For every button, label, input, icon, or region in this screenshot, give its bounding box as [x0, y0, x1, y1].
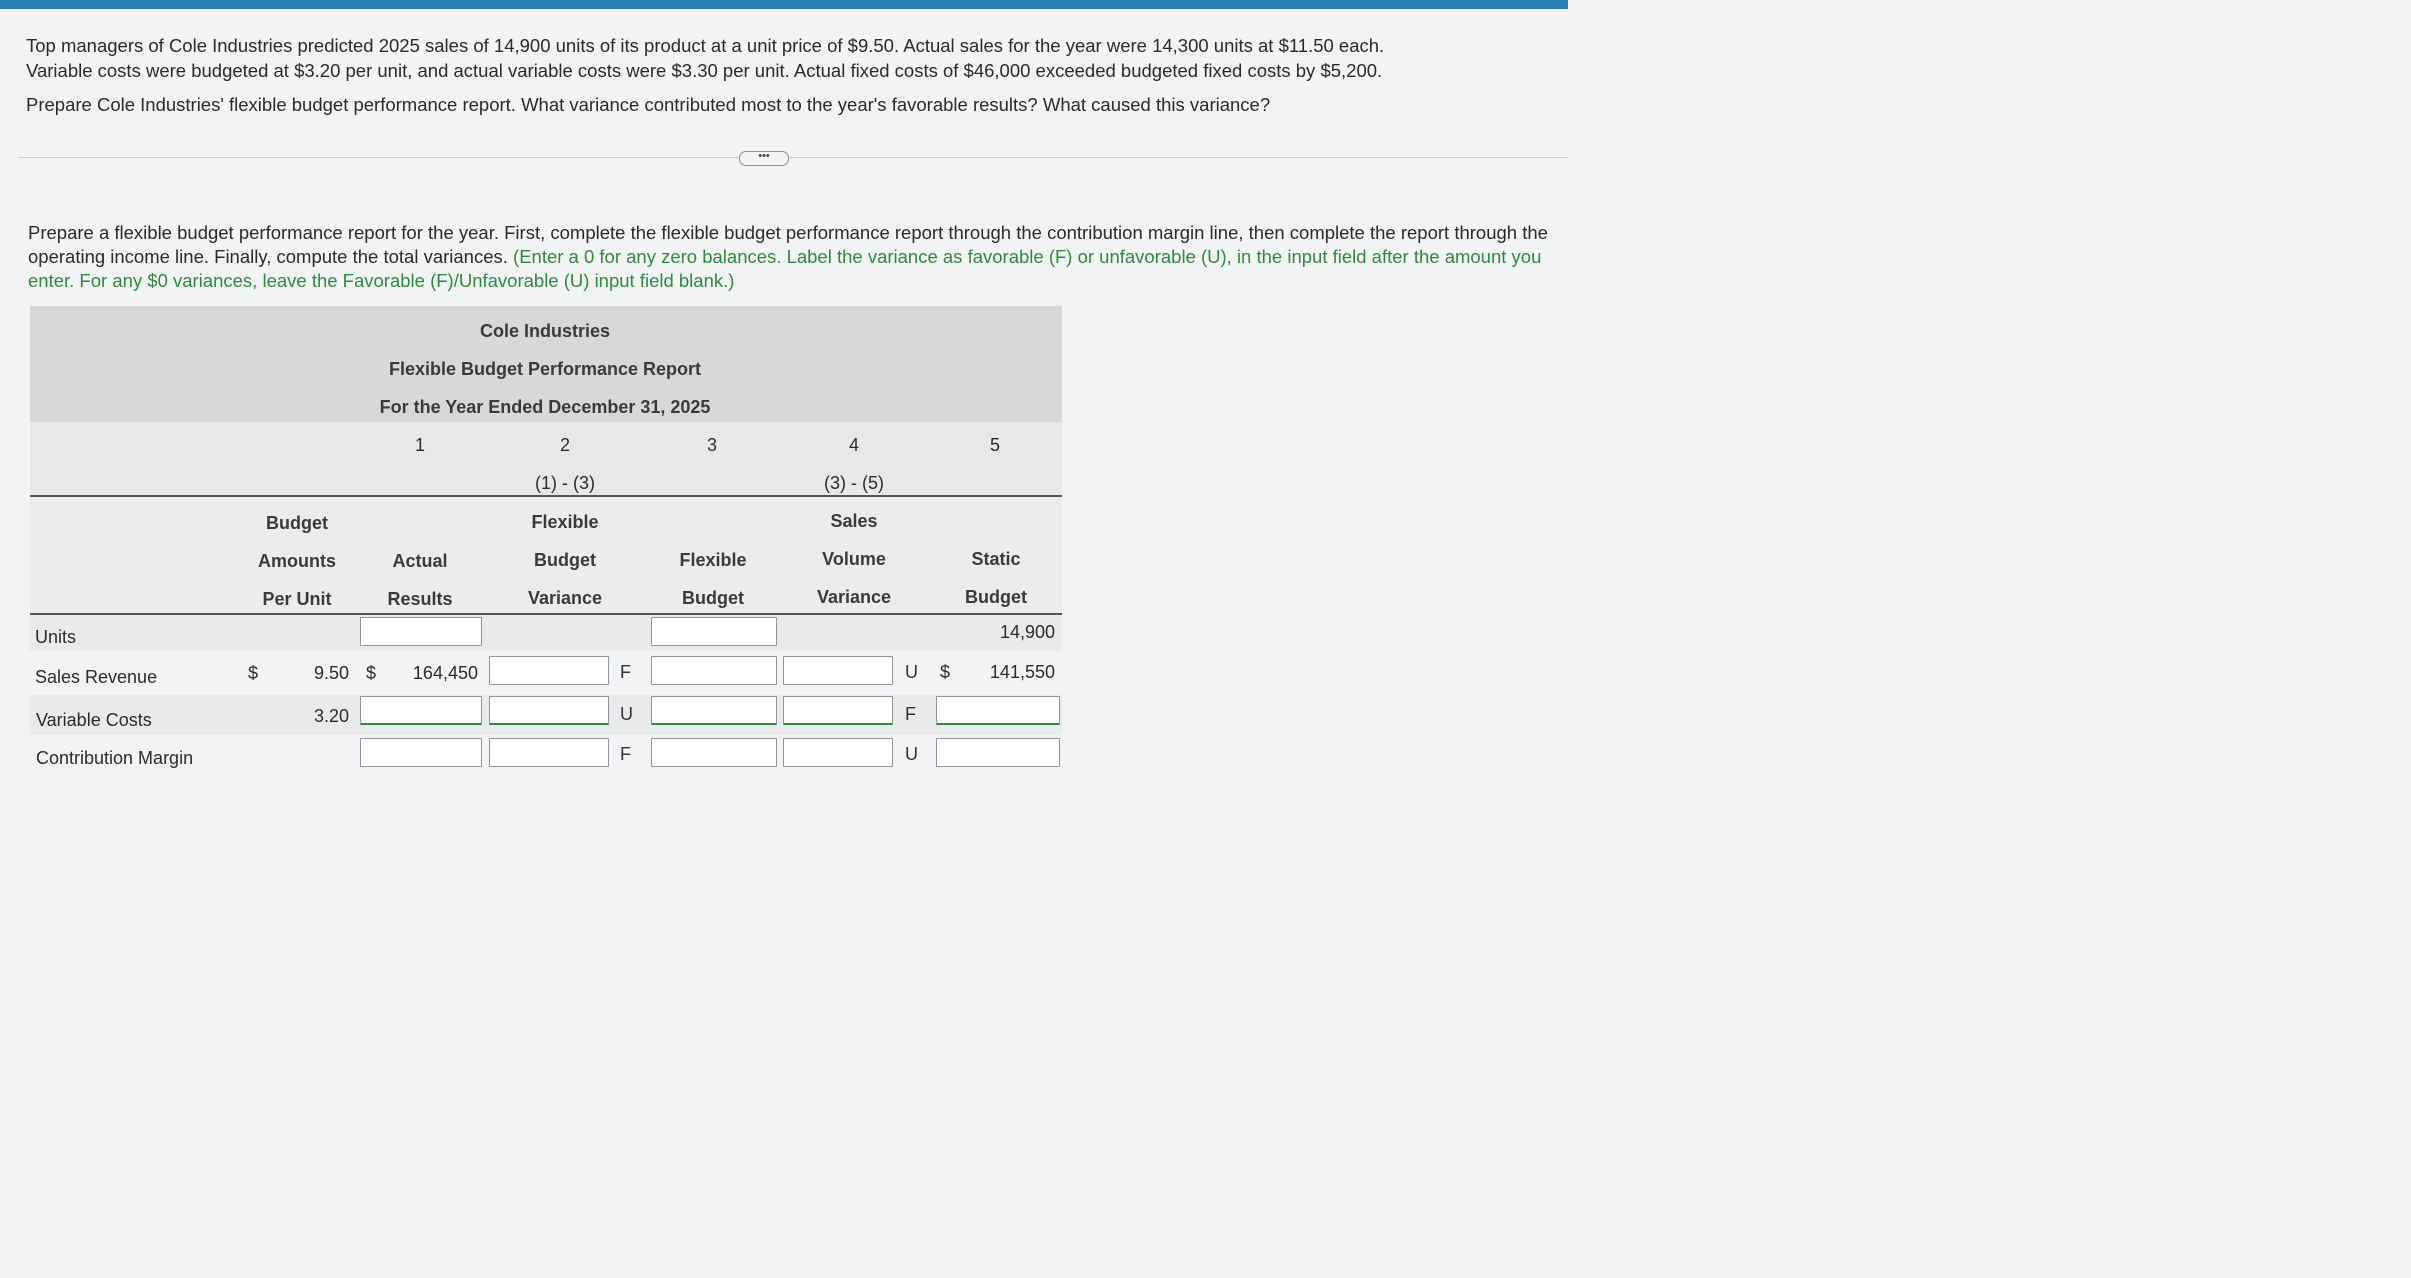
instructions-main: Prepare a flexible budget performance report for the year. First, complete the flexible budget performance report through the contribution margin line, then complete the report through the operating income line. Finally, compute the total variances. — [28, 222, 1548, 267]
report-period: For the Year Ended December 31, 2025 — [379, 397, 711, 417]
col-number-4: 4 — [848, 435, 859, 455]
col-formula-4: (3) - (5) — [824, 473, 884, 493]
cm-flex-budget-input[interactable] — [651, 738, 777, 767]
sales-volume-variance-fu[interactable]: U — [905, 662, 918, 682]
varcost-per-unit-value: 3.20 — [313, 706, 349, 726]
expand-more-button[interactable]: ••• — [739, 151, 789, 166]
sales-static-dollar: $ — [940, 662, 951, 682]
hdr-salesvol-3: Variance — [816, 587, 892, 607]
hdr-flexvar-3: Variance — [527, 588, 603, 608]
col-number-2: 2 — [559, 435, 570, 455]
hdr-salesvol-1: Sales — [830, 511, 878, 531]
units-actual-input[interactable] — [360, 617, 482, 646]
problem-line-1: Top managers of Cole Industries predicted 2025 sales of 14,900 units of its product at a unit price of $9.50. Actual sales for the year were 14,300 units at $11.50 each. — [26, 35, 1385, 56]
varcost-volume-variance-fu[interactable]: F — [905, 704, 916, 724]
row-label-sales-revenue: Sales Revenue — [35, 667, 158, 687]
sales-flex-variance-input[interactable] — [489, 656, 609, 685]
section-divider — [18, 157, 1568, 158]
varcost-actual-input[interactable] — [360, 696, 482, 725]
top-accent-bar — [0, 0, 1568, 9]
varcost-static-input[interactable] — [936, 696, 1060, 725]
row-label-contribution-margin: Contribution Margin — [36, 748, 194, 768]
hdr-actual-1: Actual — [392, 551, 448, 571]
sales-volume-variance-input[interactable] — [783, 656, 893, 685]
hdr-salesvol-2: Volume — [822, 549, 886, 569]
col-formula-2: (1) - (3) — [535, 473, 595, 493]
cm-static-input[interactable] — [936, 738, 1060, 767]
sales-actual-value: 164,450 — [412, 663, 478, 683]
cm-flex-variance-fu[interactable]: F — [620, 744, 631, 764]
hdr-flexvar-2: Budget — [534, 550, 596, 570]
row-label-units: Units — [35, 627, 77, 647]
instructions — [28, 221, 1553, 293]
cm-volume-variance-input[interactable] — [783, 738, 893, 767]
hdr-flexvar-1: Flexible — [531, 512, 599, 532]
varcost-volume-variance-input[interactable] — [783, 696, 893, 725]
varcost-flex-variance-fu[interactable]: U — [620, 704, 633, 724]
sales-flex-budget-input[interactable] — [651, 656, 777, 685]
hdr-actual-2: Results — [387, 589, 453, 609]
cm-flex-variance-input[interactable] — [489, 738, 609, 767]
varcost-flex-variance-input[interactable] — [489, 696, 609, 725]
report-title: Flexible Budget Performance Report — [388, 359, 702, 379]
sales-flex-variance-fu[interactable]: F — [620, 662, 631, 682]
varcost-flex-budget-input[interactable] — [651, 696, 777, 725]
problem-line-2: Variable costs were budgeted at $3.20 per unit, and actual variable costs were $3.30 per unit. Actual fixed costs of $46,000 exceeded budgeted fixed costs by $5,200. — [26, 60, 1383, 81]
sales-static-value: 141,550 — [989, 662, 1055, 682]
hdr-budget-3: Per Unit — [262, 589, 332, 609]
report-company: Cole Industries — [479, 321, 611, 341]
performance-report-table — [30, 306, 1062, 776]
sales-actual-dollar: $ — [366, 663, 377, 683]
sales-per-unit-dollar: $ — [248, 663, 259, 683]
hdr-flexbud-2: Budget — [682, 588, 744, 608]
col-number-1: 1 — [414, 435, 425, 455]
row-label-variable-costs: Variable Costs — [36, 710, 152, 730]
cm-actual-input[interactable] — [360, 738, 482, 767]
col-number-5: 5 — [989, 435, 1000, 455]
problem-question: Prepare Cole Industries' flexible budget performance report. What variance contributed most to the year's favorable results? What caused this variance? — [26, 94, 1271, 115]
col-number-3: 3 — [706, 435, 717, 455]
sales-per-unit-value: 9.50 — [313, 663, 349, 683]
hdr-static-1: Static — [971, 549, 1021, 569]
hdr-flexbud-1: Flexible — [679, 550, 747, 570]
instructions-note: (Enter a 0 for any zero balances. Label the variance as favorable (F) or unfavorable (U), in the input field after the amount you enter. For any $0 variances, leave the Favorable (F)/Unfavorable (U) input field blank.) — [28, 246, 1542, 291]
units-flex-budget-input[interactable] — [651, 617, 777, 646]
cm-volume-variance-fu[interactable]: U — [905, 744, 918, 764]
problem-statement — [26, 33, 1526, 83]
units-static-value: 14,900 — [999, 622, 1055, 642]
hdr-budget-1: Budget — [266, 513, 328, 533]
hdr-static-2: Budget — [965, 587, 1027, 607]
row-units-band — [30, 615, 1062, 651]
hdr-budget-2: Amounts — [258, 551, 336, 571]
header-rule-top — [30, 495, 1062, 497]
